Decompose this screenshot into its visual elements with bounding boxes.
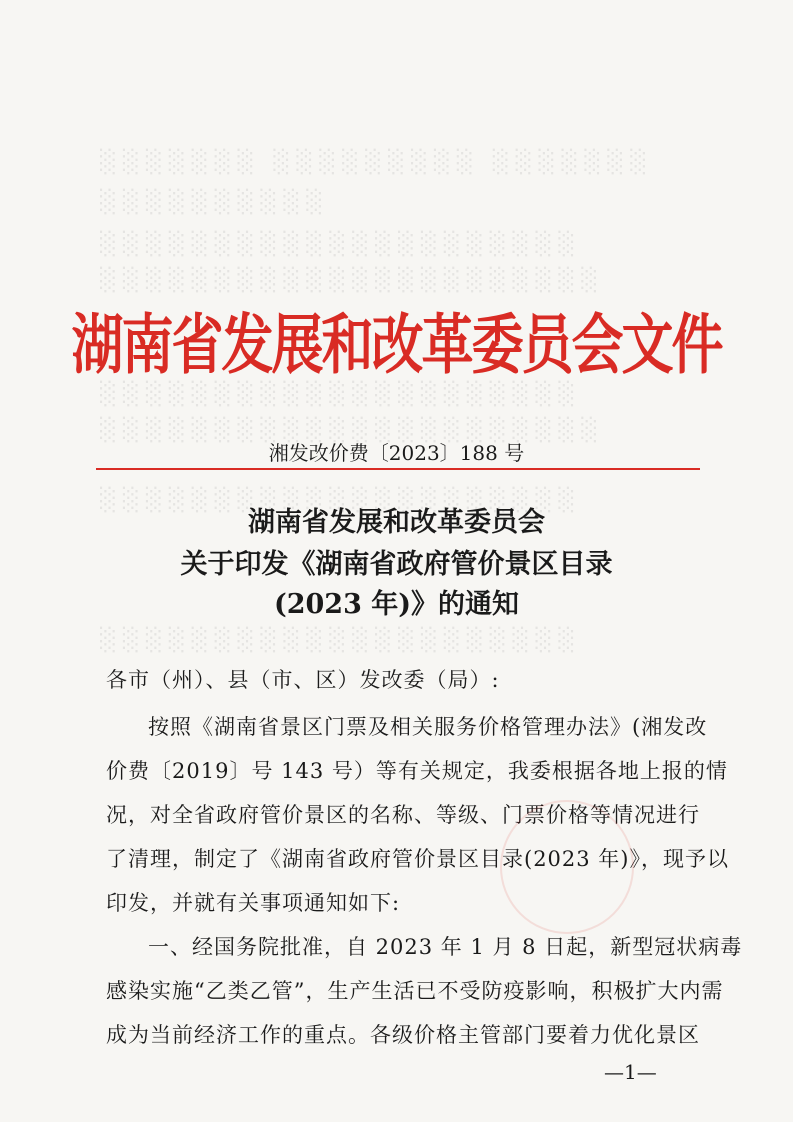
document-title-line-2: 关于印发《湖南省政府管价景区目录 bbox=[180, 549, 613, 580]
salutation: 各市（州）、县（市、区）发改委（局）: bbox=[106, 668, 500, 692]
body-line: 感染实施“乙类乙管”，生产生活已不受防疫影响，积极扩大内需 bbox=[106, 979, 724, 1003]
faint-seal-stamp bbox=[500, 800, 634, 934]
bleed-through-text: ░░░░░░░░░░░░░░░░░░░░░ bbox=[100, 488, 582, 513]
red-divider bbox=[96, 468, 700, 470]
bleed-through-text: ░░░░░░░░░░ bbox=[100, 190, 330, 215]
body-line: 价费〔2019〕号 143 号）等有关规定，我委根据各地上报的情 bbox=[106, 759, 728, 783]
document-title-line-1: 湖南省发展和改革委员会 bbox=[248, 507, 545, 538]
bleed-through-text: ░░░░░░░ ░░░░░░░░░ ░░░░░░░ bbox=[100, 150, 654, 175]
bleed-through-text: ░░░░░░░░░░░░░░░░░░░░░░ bbox=[100, 268, 605, 293]
bleed-through-text: ░░░░░░░░░░░░░░░░░░░░░ bbox=[100, 232, 582, 257]
body-line: 按照《湖南省景区门票及相关服务价格管理办法》(湘发改 bbox=[148, 715, 708, 739]
bleed-through-text: ░░░░░░░░░░░░░░░░░░░░░░ bbox=[100, 418, 605, 443]
document-number: 湘发改价费〔2023〕188 号 bbox=[268, 441, 525, 465]
document-title-line-3: (2023 年)》的通知 bbox=[273, 589, 520, 620]
body-line: 印发，并就有关事项通知如下: bbox=[106, 891, 401, 915]
page-number: —1— bbox=[604, 1060, 657, 1084]
bleed-through-text: ░░░░░░░░░░░░░░░░░░░░░ bbox=[100, 628, 582, 653]
bleed-through-text: ░░░░░░░░░░░░░░░░░░░░░ bbox=[100, 382, 582, 407]
body-line: 成为当前经济工作的重点。各级价格主管部门要着力优化景区 bbox=[106, 1023, 700, 1047]
body-line: 了清理，制定了《湖南省政府管价景区目录(2023 年)》，现予以 bbox=[106, 847, 730, 871]
body-line: 况，对全省政府管价景区的名称、等级、门票价格等情况进行 bbox=[106, 803, 700, 827]
issuer-masthead: 湖南省发展和改革委员会文件 bbox=[71, 308, 722, 384]
body-line: 一、经国务院批准，自 2023 年 1 月 8 日起，新型冠状病毒 bbox=[148, 935, 743, 959]
